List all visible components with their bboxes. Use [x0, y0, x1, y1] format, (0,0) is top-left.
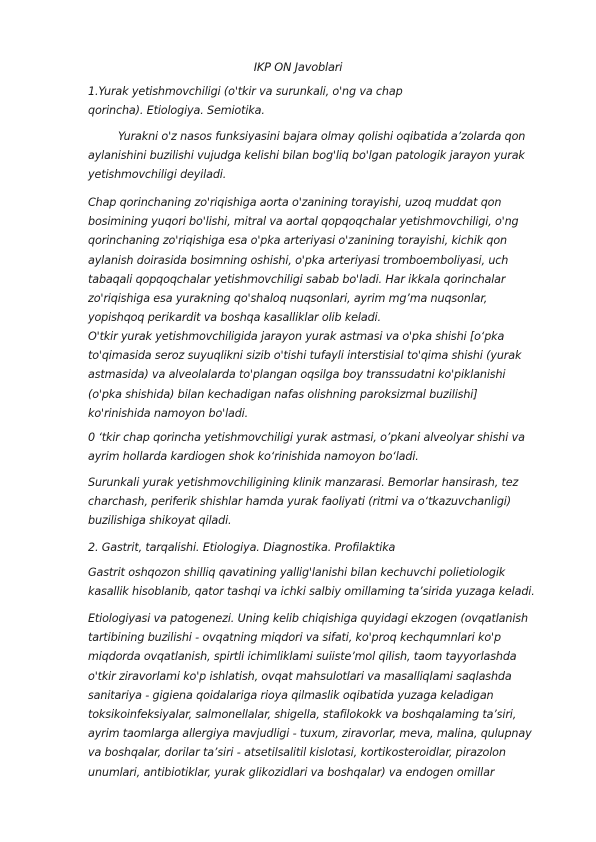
question-1-heading	[88, 82, 552, 120]
paragraph-etiology	[88, 609, 552, 782]
text-line: astmasida) va alveolalarda to'plangan oqsilga boy transsudatni ko'piklanishi	[88, 368, 506, 382]
document-title: IKP ON Javoblari	[253, 60, 343, 74]
text-line: tartibining buzilishi - ovqatning miqdori va sifati, ko'proq kechqumnlari ko'p	[88, 631, 501, 645]
paragraph-gastritis-definition	[88, 563, 552, 601]
text-line: yetishmovchiligi deyiladi.	[88, 168, 227, 182]
text-line: 1.Yurak yetishmovchiligi (o'tkir va surunkali, o'ng va chap	[88, 85, 403, 98]
text-line: buzilishiga shikoyat qiladi.	[88, 514, 232, 528]
text-line: aylanish doirasida bosimning oshishi, o'pka arteriyasi tromboemboliyasi, uch	[88, 253, 509, 267]
text-line: Yurakni o'z nasos funksiyasini bajara olmay qolishi oqibatida a’zolarda qon	[118, 130, 526, 143]
paragraph-causes	[88, 193, 552, 327]
text-line: bosimining yuqori bo'lishi, mitral va aortal qopqoqchalar yetishmovchiligi, o'ng	[88, 215, 519, 229]
paragraph-left-ventricle	[88, 428, 552, 466]
paragraph-definition	[88, 127, 552, 185]
text-line: aylanishini buzilishi vujudga kelishi bilan bog'liq bo'lgan patologik jarayon yurak	[88, 149, 525, 163]
text-line: to'qimasida seroz suyuqlikni sizib o'tishi tufayli interstisial to'qima shishi (yurak	[88, 349, 522, 363]
text-line: va boshqalar, dorilar ta’siri - atsetilsalitil kislotasi, kortikosteroidlar, pirazolon	[88, 746, 506, 760]
text-line: tabaqali qopqoqchalar yetishmovchiligi sabab bo'ladi. Har ikkala qorinchalar	[88, 272, 506, 286]
text-line: ko'rinishida namoyon bo'ladi.	[88, 406, 249, 420]
text-line: kasallik hisoblanib, qator tashqi va ichki salbiy omillaming ta’sirida yuzaga keladi.	[88, 585, 535, 599]
question-2-heading	[88, 538, 552, 557]
text-line: Surunkali yurak yetishmovchiligining klinik manzarasi. Bemorlar hansirash, tez	[88, 476, 519, 489]
text-line: qorincha). Etiologiya. Semiotika.	[88, 104, 265, 118]
text-line: ayrim taomlarga allergiya mavjudligi - tuxum, ziravorlar, meva, malina, qulupnay	[88, 727, 532, 741]
text-line: unumlari, antibiotiklar, yurak glikozidlari va boshqalar) va endogen omillar	[88, 765, 495, 779]
text-line: toksikoinfeksiyalar, salmonellalar, shigella, stafilokokk va boshqalaming ta’siri,	[88, 708, 517, 722]
text-line: Gastrit oshqozon shilliq qavatining yallig'lanishi bilan kechuvchi polietiologik	[88, 566, 506, 579]
text-line: sanitariya - gigiena qoidalariga rioya qilmaslik oqibatida yuzaga keladigan	[88, 688, 494, 702]
text-line: zo'riqishiga esa yurakning qo'shaloq nuqsonlari, ayrim mg’ma nuqsonlar,	[88, 292, 488, 306]
paragraph-chronic-failure	[88, 473, 552, 531]
text-line: ayrim hollarda kardiogen shok ko‘rinishida namoyon bo‘ladi.	[88, 450, 419, 464]
text-line: O'tkir yurak yetishmovchiligida jarayon yurak astmasi va o'pka shishi [o‘pka	[88, 330, 505, 343]
text-line: o'tkir ziravorlami ko'p ishlatish, ovqat mahsulotlari va masalliqlami saqlashda	[88, 669, 512, 683]
paragraph-acute-failure	[88, 327, 552, 423]
text-line: charchash, periferik shishlar hamda yurak faoliyati (ritmi va o‘tkazuvchanligi)	[88, 495, 511, 509]
text-line: miqdorda ovqatlanish, spirtli ichimliklami suiiste’mol qilish, taom tayyorlashda	[88, 650, 517, 664]
text-line: Etiologiyasi va patogenezi. Uning kelib chiqishiga quyidagi ekzogen (ovqatlanish	[88, 612, 528, 625]
text-line: yopishqoq perikardit va boshqa kasalliklar olib keladi.	[88, 311, 381, 325]
text-line: Chap qorinchaning zo'riqishiga aorta o'zanining torayishi, uzoq muddat qon	[88, 196, 502, 209]
text-line: 2. Gastrit, tarqalishi. Etiologiya. Diagnostika. Profilaktika	[88, 541, 396, 554]
text-line: 0 ‘tkir chap qorincha yetishmovchiligi yurak astmasi, o’pkani alveolyar shishi va	[88, 431, 525, 444]
text-line: (o'pka shishida) bilan kechadigan nafas olishning paroksizmal buzilishi]	[88, 387, 478, 401]
text-line: qorinchaning zo'riqishiga esa o'pka arteriyasi o'zanining torayishi, kichik qon	[88, 234, 507, 248]
